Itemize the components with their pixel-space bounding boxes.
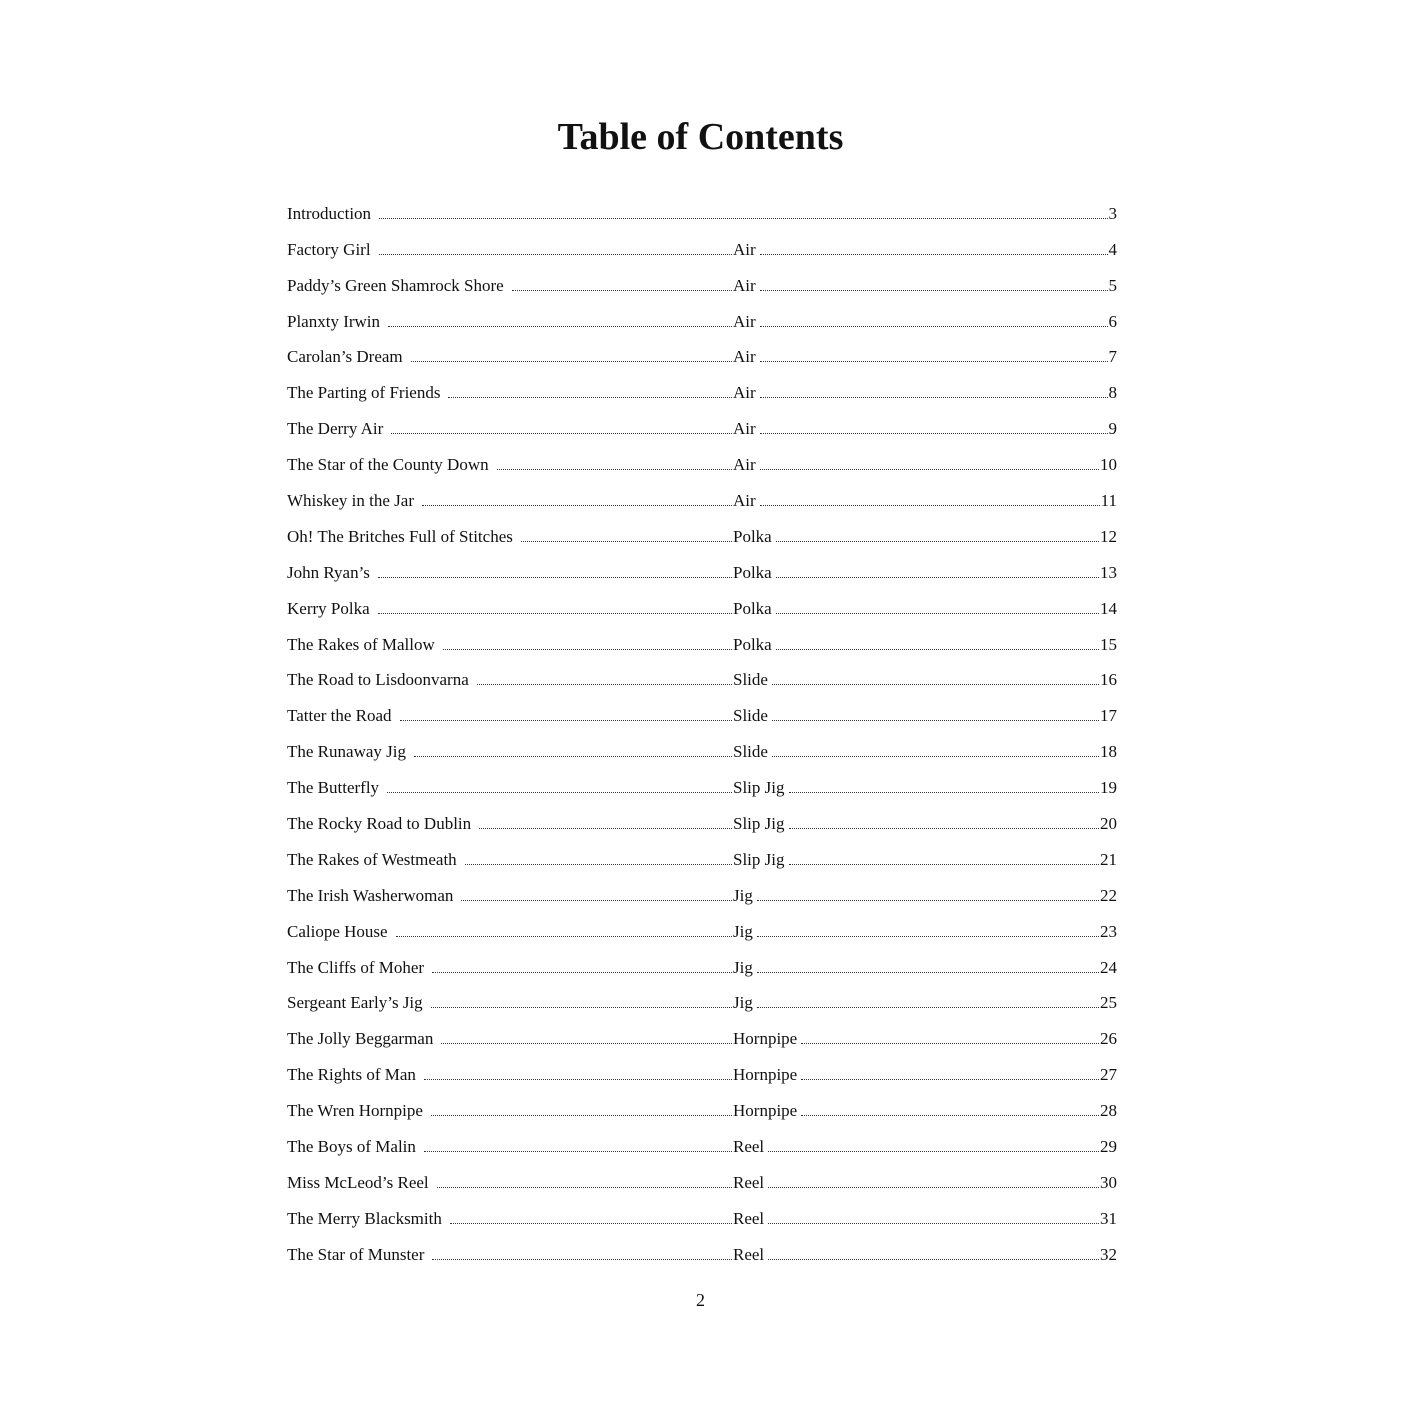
dot-leader xyxy=(768,1259,1099,1260)
entry-title: The Boys of Malin xyxy=(287,1137,416,1157)
dot-leader xyxy=(776,577,1099,578)
dot-leader xyxy=(448,397,732,398)
entry-page-number: 18 xyxy=(1100,742,1117,762)
entry-title: Sergeant Early’s Jig xyxy=(287,993,423,1013)
dot-leader xyxy=(379,218,1107,219)
toc-entry xyxy=(287,942,1117,978)
toc-entry xyxy=(287,511,1117,547)
entry-page-number: 16 xyxy=(1100,670,1117,690)
dot-leader xyxy=(378,613,732,614)
entry-page-number: 20 xyxy=(1100,814,1117,834)
toc-entry-type-part xyxy=(732,563,1117,583)
toc-entry xyxy=(287,1049,1117,1085)
entry-type: Slide xyxy=(733,706,768,726)
toc-entry-line xyxy=(287,204,1117,224)
entry-page-number: 3 xyxy=(1108,203,1117,223)
entry-type: Polka xyxy=(733,562,772,582)
toc-entry-type-part xyxy=(732,276,1117,296)
dot-leader xyxy=(760,433,1108,434)
toc-entry-type-part xyxy=(732,527,1117,547)
toc-entry-type-part xyxy=(732,599,1117,619)
entry-page-number: 8 xyxy=(1108,383,1117,403)
entry-type: Hornpipe xyxy=(733,1065,798,1085)
dot-leader xyxy=(512,290,732,291)
entry-type: Slip Jig xyxy=(733,778,785,798)
entry-page-number: 10 xyxy=(1100,455,1117,475)
toc-entry-type-part xyxy=(732,706,1117,726)
entry-title: The Rocky Road to Dublin xyxy=(287,814,472,834)
dot-leader xyxy=(378,577,732,578)
dot-leader xyxy=(757,936,1099,937)
toc-entry xyxy=(287,367,1117,403)
toc-entry-title-part xyxy=(287,1173,732,1193)
dot-leader xyxy=(465,864,732,865)
entry-page-number: 21 xyxy=(1100,849,1117,869)
entry-page-number: 30 xyxy=(1100,1172,1117,1192)
dot-leader xyxy=(479,828,732,829)
toc-entry-title-part xyxy=(287,993,732,1013)
entry-page-number: 26 xyxy=(1100,1029,1117,1049)
entry-title: Oh! The Britches Full of Stitches xyxy=(287,526,513,546)
page-title: Table of Contents xyxy=(557,116,844,158)
entry-type: Hornpipe xyxy=(733,1029,798,1049)
entry-page-number: 27 xyxy=(1100,1065,1117,1085)
dot-leader xyxy=(388,326,732,327)
dot-leader xyxy=(477,684,732,685)
dot-leader xyxy=(387,792,732,793)
dot-leader xyxy=(432,1259,732,1260)
toc-entry-title-part xyxy=(287,312,732,332)
entry-type: Air xyxy=(733,455,756,475)
dot-leader xyxy=(772,684,1099,685)
entry-title: The Irish Washerwoman xyxy=(287,885,454,905)
toc-entry-title-part xyxy=(287,276,732,296)
toc-entry-type-part xyxy=(732,1101,1117,1121)
dot-leader xyxy=(760,254,1108,255)
entry-page-number: 25 xyxy=(1100,993,1117,1013)
dot-leader xyxy=(760,397,1108,398)
toc-entry xyxy=(287,1157,1117,1193)
toc-entry-type-part xyxy=(732,922,1117,942)
entry-type: Reel xyxy=(733,1244,765,1264)
entry-page-number: 13 xyxy=(1100,562,1117,582)
toc-entry xyxy=(287,403,1117,439)
toc-entry-type-part xyxy=(732,993,1117,1013)
toc-entry-introduction xyxy=(287,188,1117,224)
toc-entry xyxy=(287,583,1117,619)
toc-entry-title-part xyxy=(287,419,732,439)
entry-page-number: 5 xyxy=(1108,275,1117,295)
dot-leader xyxy=(379,254,732,255)
toc-entry-type-part xyxy=(732,312,1117,332)
entry-page-number: 15 xyxy=(1100,634,1117,654)
toc-entry-title-part xyxy=(287,814,732,834)
dot-leader xyxy=(431,1007,732,1008)
toc-entry-title-part xyxy=(287,886,732,906)
toc-entry-type-part xyxy=(732,1029,1117,1049)
dot-leader xyxy=(461,900,732,901)
toc-entry-title-part xyxy=(287,455,732,475)
entry-title: Miss McLeod’s Reel xyxy=(287,1172,429,1192)
dot-leader xyxy=(801,1079,1099,1080)
entry-type: Reel xyxy=(733,1208,765,1228)
toc-entry-type-part xyxy=(732,1137,1117,1157)
entry-type: Jig xyxy=(733,993,753,1013)
dot-leader xyxy=(776,541,1099,542)
dot-leader xyxy=(768,1187,1099,1188)
toc-entry xyxy=(287,906,1117,942)
toc-entry-type-part xyxy=(732,240,1117,260)
toc-entry-title-part xyxy=(287,1101,732,1121)
dot-leader xyxy=(757,900,1099,901)
entry-title: The Cliffs of Moher xyxy=(287,957,425,977)
entry-title: Introduction xyxy=(287,203,372,223)
entry-type: Jig xyxy=(733,885,753,905)
dot-leader xyxy=(396,936,732,937)
toc-entry-title-part xyxy=(287,706,732,726)
toc-entry-type-part xyxy=(732,814,1117,834)
entry-type: Reel xyxy=(733,1137,765,1157)
toc-entry-title-part xyxy=(287,922,732,942)
dot-leader xyxy=(400,720,732,721)
toc-entry xyxy=(287,619,1117,655)
toc-entry-type-part xyxy=(732,886,1117,906)
toc-entry-title-part xyxy=(287,1245,732,1265)
toc-entry-type-part xyxy=(732,419,1117,439)
dot-leader xyxy=(450,1223,732,1224)
entry-title: The Road to Lisdoonvarna xyxy=(287,670,469,690)
entry-page-number: 32 xyxy=(1100,1244,1117,1264)
entry-type: Slip Jig xyxy=(733,814,785,834)
toc-entry-title-part xyxy=(287,1137,732,1157)
entry-type: Air xyxy=(733,239,756,259)
toc-entry xyxy=(287,1013,1117,1049)
entry-page-number: 24 xyxy=(1100,957,1117,977)
toc-entry-title-part xyxy=(287,563,732,583)
entry-type: Polka xyxy=(733,526,772,546)
dot-leader xyxy=(432,972,732,973)
entry-title: The Rakes of Westmeath xyxy=(287,849,457,869)
dot-leader xyxy=(422,505,732,506)
entry-page-number: 29 xyxy=(1100,1137,1117,1157)
entry-title: Caliope House xyxy=(287,921,388,941)
entry-title: The Star of Munster xyxy=(287,1244,425,1264)
entry-title: Carolan’s Dream xyxy=(287,347,403,367)
dot-leader xyxy=(760,290,1108,291)
dot-leader xyxy=(424,1079,732,1080)
toc-entry-type-part xyxy=(732,1209,1117,1229)
entry-title: John Ryan’s xyxy=(287,562,370,582)
entry-page-number: 6 xyxy=(1108,311,1117,331)
dot-leader xyxy=(760,326,1108,327)
toc-entry xyxy=(287,978,1117,1014)
toc-entry-type-part xyxy=(732,778,1117,798)
toc-entry xyxy=(287,834,1117,870)
dot-leader xyxy=(760,361,1108,362)
toc-entry-type-part xyxy=(732,1065,1117,1085)
toc-entry xyxy=(287,1085,1117,1121)
toc-entry-title-part xyxy=(287,1065,732,1085)
toc-entry-title-part xyxy=(287,599,732,619)
toc-entry-type-part xyxy=(732,1245,1117,1265)
toc-entry-type-part xyxy=(732,850,1117,870)
dot-leader xyxy=(789,792,1100,793)
entry-type: Polka xyxy=(733,634,772,654)
dot-leader xyxy=(768,1151,1099,1152)
dot-leader xyxy=(757,972,1099,973)
entry-title: Kerry Polka xyxy=(287,598,370,618)
dot-leader xyxy=(801,1043,1099,1044)
toc-entry xyxy=(287,260,1117,296)
entry-type: Air xyxy=(733,491,756,511)
entry-type: Polka xyxy=(733,598,772,618)
toc-entry xyxy=(287,547,1117,583)
toc-entry xyxy=(287,475,1117,511)
entry-title: Tatter the Road xyxy=(287,706,392,726)
dot-leader xyxy=(391,433,732,434)
toc-entry-title-part xyxy=(287,635,732,655)
entry-title: Planxty Irwin xyxy=(287,311,381,331)
dot-leader xyxy=(497,469,732,470)
entry-page-number: 17 xyxy=(1100,706,1117,726)
toc-entry xyxy=(287,439,1117,475)
toc-entry-type-part xyxy=(732,670,1117,690)
toc-entry-type-part xyxy=(732,958,1117,978)
entry-type: Slide xyxy=(733,670,768,690)
toc-entry xyxy=(287,690,1117,726)
table-of-contents xyxy=(287,188,1117,1265)
entry-type: Air xyxy=(733,311,756,331)
entry-type: Air xyxy=(733,419,756,439)
toc-entry-title-part xyxy=(287,850,732,870)
entry-title: The Runaway Jig xyxy=(287,742,406,762)
entry-title: The Butterfly xyxy=(287,778,380,798)
entry-page-number: 9 xyxy=(1108,419,1117,439)
toc-entry-title-part xyxy=(287,491,732,511)
toc-entry-type-part xyxy=(732,742,1117,762)
entry-title: The Derry Air xyxy=(287,419,384,439)
entry-type: Hornpipe xyxy=(733,1101,798,1121)
dot-leader xyxy=(411,361,732,362)
entry-page-number: 4 xyxy=(1108,239,1117,259)
entry-title: The Parting of Friends xyxy=(287,383,441,403)
entry-type: Air xyxy=(733,383,756,403)
toc-entry xyxy=(287,1121,1117,1157)
dot-leader xyxy=(443,649,732,650)
toc-entry-title-part xyxy=(287,527,732,547)
toc-entry-title-part xyxy=(287,778,732,798)
toc-entry-title-part xyxy=(287,1209,732,1229)
toc-entry-type-part xyxy=(732,455,1117,475)
entry-page-number: 7 xyxy=(1108,347,1117,367)
dot-leader xyxy=(789,864,1100,865)
dot-leader xyxy=(760,505,1100,506)
entry-title: Whiskey in the Jar xyxy=(287,491,414,511)
entry-title: Factory Girl xyxy=(287,239,371,259)
entry-page-number: 31 xyxy=(1100,1208,1117,1228)
entry-title: Paddy’s Green Shamrock Shore xyxy=(287,275,504,295)
dot-leader xyxy=(437,1187,732,1188)
toc-entry xyxy=(287,1193,1117,1229)
toc-entry xyxy=(287,296,1117,332)
toc-entry xyxy=(287,655,1117,691)
dot-leader xyxy=(760,469,1099,470)
entry-page-number: 22 xyxy=(1100,885,1117,905)
toc-entry-title-part xyxy=(287,240,732,260)
toc-entry xyxy=(287,332,1117,368)
entry-type: Slip Jig xyxy=(733,849,785,869)
entry-type: Air xyxy=(733,275,756,295)
dot-leader xyxy=(757,1007,1099,1008)
toc-entry-title-part xyxy=(287,1029,732,1049)
toc-entry-type-part xyxy=(732,491,1117,511)
entry-title: The Wren Hornpipe xyxy=(287,1101,423,1121)
entry-page-number: 28 xyxy=(1100,1101,1117,1121)
toc-entry-title-part xyxy=(287,347,732,367)
dot-leader xyxy=(801,1115,1099,1116)
toc-entry xyxy=(287,762,1117,798)
toc-entry xyxy=(287,726,1117,762)
toc-entry xyxy=(287,798,1117,834)
toc-entry-type-part xyxy=(732,635,1117,655)
entry-page-number: 11 xyxy=(1100,491,1117,511)
toc-entry xyxy=(287,1229,1117,1265)
entry-title: The Rights of Man xyxy=(287,1065,416,1085)
dot-leader xyxy=(768,1223,1099,1224)
toc-entry-title-part xyxy=(287,958,732,978)
entry-type: Jig xyxy=(733,921,753,941)
toc-entry-title-part xyxy=(287,383,732,403)
toc-entry xyxy=(287,870,1117,906)
entry-type: Air xyxy=(733,347,756,367)
dot-leader xyxy=(776,613,1099,614)
dot-leader xyxy=(414,756,732,757)
dot-leader xyxy=(431,1115,732,1116)
toc-entry-title-part xyxy=(287,742,732,762)
entry-page-number: 14 xyxy=(1100,598,1117,618)
toc-entry-type-part xyxy=(732,1173,1117,1193)
entry-type: Reel xyxy=(733,1172,765,1192)
entry-type: Jig xyxy=(733,957,753,977)
toc-entry-type-part xyxy=(732,347,1117,367)
toc-entry xyxy=(287,224,1117,260)
dot-leader xyxy=(424,1151,732,1152)
entry-title: The Star of the County Down xyxy=(287,455,489,475)
entry-title: The Merry Blacksmith xyxy=(287,1208,442,1228)
entry-page-number: 12 xyxy=(1100,526,1117,546)
dot-leader xyxy=(441,1043,732,1044)
dot-leader xyxy=(521,541,732,542)
entry-page-number: 19 xyxy=(1100,778,1117,798)
entry-page-number: 23 xyxy=(1100,921,1117,941)
entry-title: The Jolly Beggarman xyxy=(287,1029,434,1049)
dot-leader xyxy=(776,649,1099,650)
toc-entry-type-part xyxy=(732,383,1117,403)
page-number: 2 xyxy=(696,1290,705,1310)
dot-leader xyxy=(789,828,1100,829)
dot-leader xyxy=(772,720,1099,721)
entry-type: Slide xyxy=(733,742,768,762)
toc-entry-title-part xyxy=(287,670,732,690)
entry-title: The Rakes of Mallow xyxy=(287,634,435,654)
dot-leader xyxy=(772,756,1099,757)
